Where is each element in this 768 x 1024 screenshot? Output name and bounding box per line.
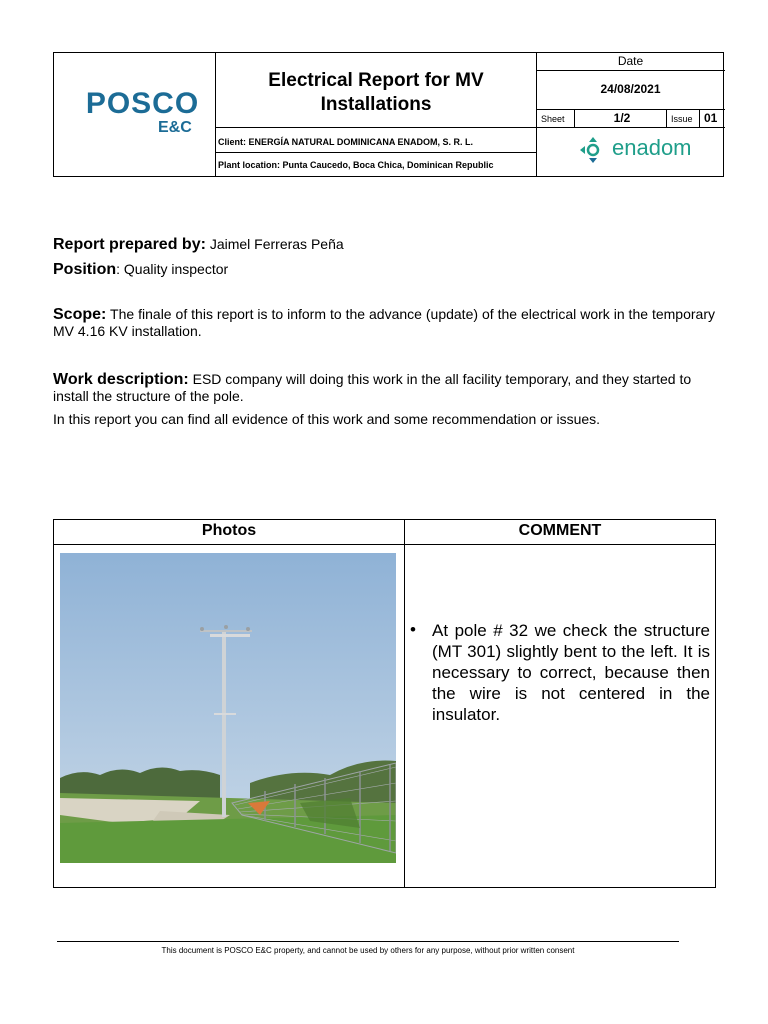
issue-value: 01	[704, 111, 718, 125]
date-value: 24/08/2021	[600, 82, 661, 96]
position-label: Position	[53, 261, 117, 278]
position-line: Position: Quality inspector	[53, 261, 229, 278]
prepared-by-value: Jaimel Ferreras Peña	[209, 236, 344, 252]
issue-label: Issue	[671, 114, 693, 124]
document-title: Electrical Report for MV Installations	[268, 70, 484, 115]
prepared-by-label: Report prepared by:	[53, 236, 206, 253]
enadom-logo-icon	[576, 135, 610, 165]
divider	[699, 109, 700, 127]
work-description-note: In this report you can find all evidence of this work and some recommendation or issues.	[53, 411, 601, 427]
plant-location: Plant location: Punta Caucedo, Boca Chica, Dominican Republic	[218, 160, 494, 170]
divider	[536, 70, 725, 71]
comment-column-header: COMMENT	[518, 522, 602, 539]
divider	[404, 520, 405, 887]
footer-divider	[57, 941, 679, 942]
date-label: Date	[617, 54, 644, 68]
work-description-text: ESD company will doing this work in the all facility temporary, and they started to install the structure of the pole.	[53, 371, 692, 404]
divider	[215, 152, 536, 153]
divider	[536, 109, 725, 110]
enadom-logo-text: enadom	[612, 135, 692, 160]
sheet-label: Sheet	[541, 114, 565, 124]
position-value: Quality inspector	[123, 261, 229, 277]
posco-logo: POSCO	[85, 87, 200, 120]
scope-text: The finale of this report is to inform to the advance (update) of the electrical work in the temporary MV 4.16 KV installation.	[53, 306, 715, 339]
posco-logo-division: E&C	[158, 119, 192, 136]
document-header	[53, 52, 724, 177]
prepared-by-line	[53, 236, 715, 253]
divider	[54, 544, 715, 545]
divider	[536, 53, 537, 177]
sheet-value: 1/2	[613, 111, 631, 125]
work-description-paragraph	[53, 371, 715, 404]
pole-photo	[60, 553, 396, 863]
client-name: Client: ENERGÍA NATURAL DOMINICANA ENADOM, S. R. L.	[218, 137, 473, 147]
enadom-logo	[576, 135, 726, 165]
photos-table	[53, 519, 716, 888]
scope-paragraph	[53, 306, 715, 339]
divider	[215, 127, 725, 128]
pole-photo-image	[60, 553, 396, 863]
photos-column-header: Photos	[201, 522, 257, 539]
comment-text: At pole # 32 we check the structure (MT 301) slightly bent to the left. It is necessary to correct, because then the wire is not centered in the insulator.	[432, 621, 710, 724]
footer-disclaimer: This document is POSCO E&C property, and cannot be used by others for any purpose, without prior written consent	[161, 946, 575, 955]
scope-label: Scope:	[53, 306, 107, 323]
bullet-icon: •	[410, 620, 416, 639]
work-description-label: Work description:	[53, 371, 189, 388]
